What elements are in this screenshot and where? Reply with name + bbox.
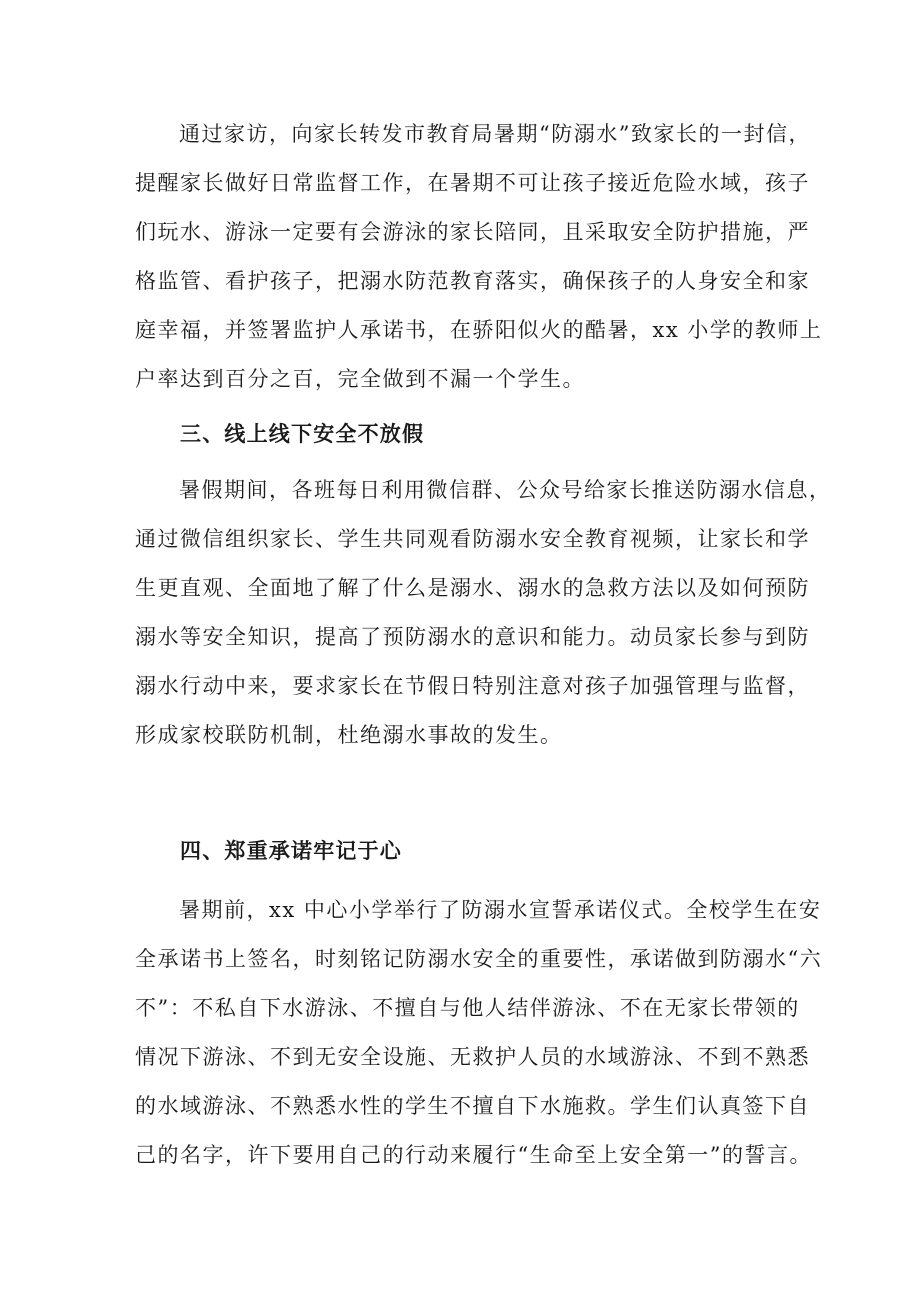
section-heading-4: 四、郑重承诺牢记于心 bbox=[180, 838, 402, 863]
paragraph-pledge bbox=[135, 886, 823, 1180]
paragraph-line: 们玩水、游泳一定要有会游泳的家长陪同，且采取安全防护措施，严 bbox=[135, 220, 810, 244]
paragraph-line: 提醒家长做好日常监督工作，在暑期不可让孩子接近危险水域，孩子 bbox=[135, 171, 810, 195]
paragraph-line: 情况下游泳、不到无安全设施、无救护人员的水域游泳、不到不熟悉 bbox=[135, 1045, 810, 1069]
paragraph-home-visits bbox=[135, 110, 823, 404]
paragraph-line: 全承诺书上签名，时刻铭记防溺水安全的重要性，承诺做到防溺水“六 bbox=[135, 947, 823, 971]
paragraph-line: 通过微信组织家长、学生共同观看防溺水安全教育视频，让家长和学 bbox=[135, 527, 810, 551]
paragraph-line: 通过家访，向家长转发市教育局暑期“防溺水”致家长的一封信， bbox=[179, 122, 811, 146]
paragraph-line: 的水域游泳、不熟悉水性的学生不擅自下水施救。学生们认真签下自 bbox=[135, 1094, 810, 1118]
paragraph-line: 暑期前，xx 中心小学举行了防溺水宣誓承诺仪式。全校学生在安 bbox=[179, 898, 822, 922]
paragraph-line: 庭幸福，并签署监护人承诺书，在骄阳似火的酷暑，xx 小学的教师上 bbox=[135, 318, 823, 342]
section-heading-3: 三、线上线下安全不放假 bbox=[180, 421, 425, 446]
paragraph-line: 形成家校联防机制，杜绝溺水事故的发生。 bbox=[135, 723, 563, 747]
paragraph-line: 户率达到百分之百，完全做到不漏一个学生。 bbox=[135, 367, 585, 391]
paragraph-line: 溺水行动中来，要求家长在节假日特别注意对孩子加强管理与监督， bbox=[135, 674, 810, 698]
paragraph-line: 溺水等安全知识，提高了预防溺水的意识和能力。动员家长参与到防 bbox=[135, 625, 810, 649]
paragraph-line: 生更直观、全面地了解了什么是溺水、溺水的急救方法以及如何预防 bbox=[135, 576, 810, 600]
paragraph-line: 己的名字，许下要用自己的行动来履行“生命至上安全第一”的誓言。 bbox=[135, 1143, 812, 1167]
paragraph-line: 格监管、看护孩子，把溺水防范教育落实，确保孩子的人身安全和家 bbox=[135, 269, 810, 293]
paragraph-line: 暑假期间，各班每日利用微信群、公众号给家长推送防溺水信息， bbox=[179, 478, 832, 502]
paragraph-line: 不”：不私自下水游泳、不擅自与他人结伴游泳、不在无家长带领的 bbox=[135, 996, 800, 1020]
paragraph-online-offline bbox=[135, 466, 832, 760]
